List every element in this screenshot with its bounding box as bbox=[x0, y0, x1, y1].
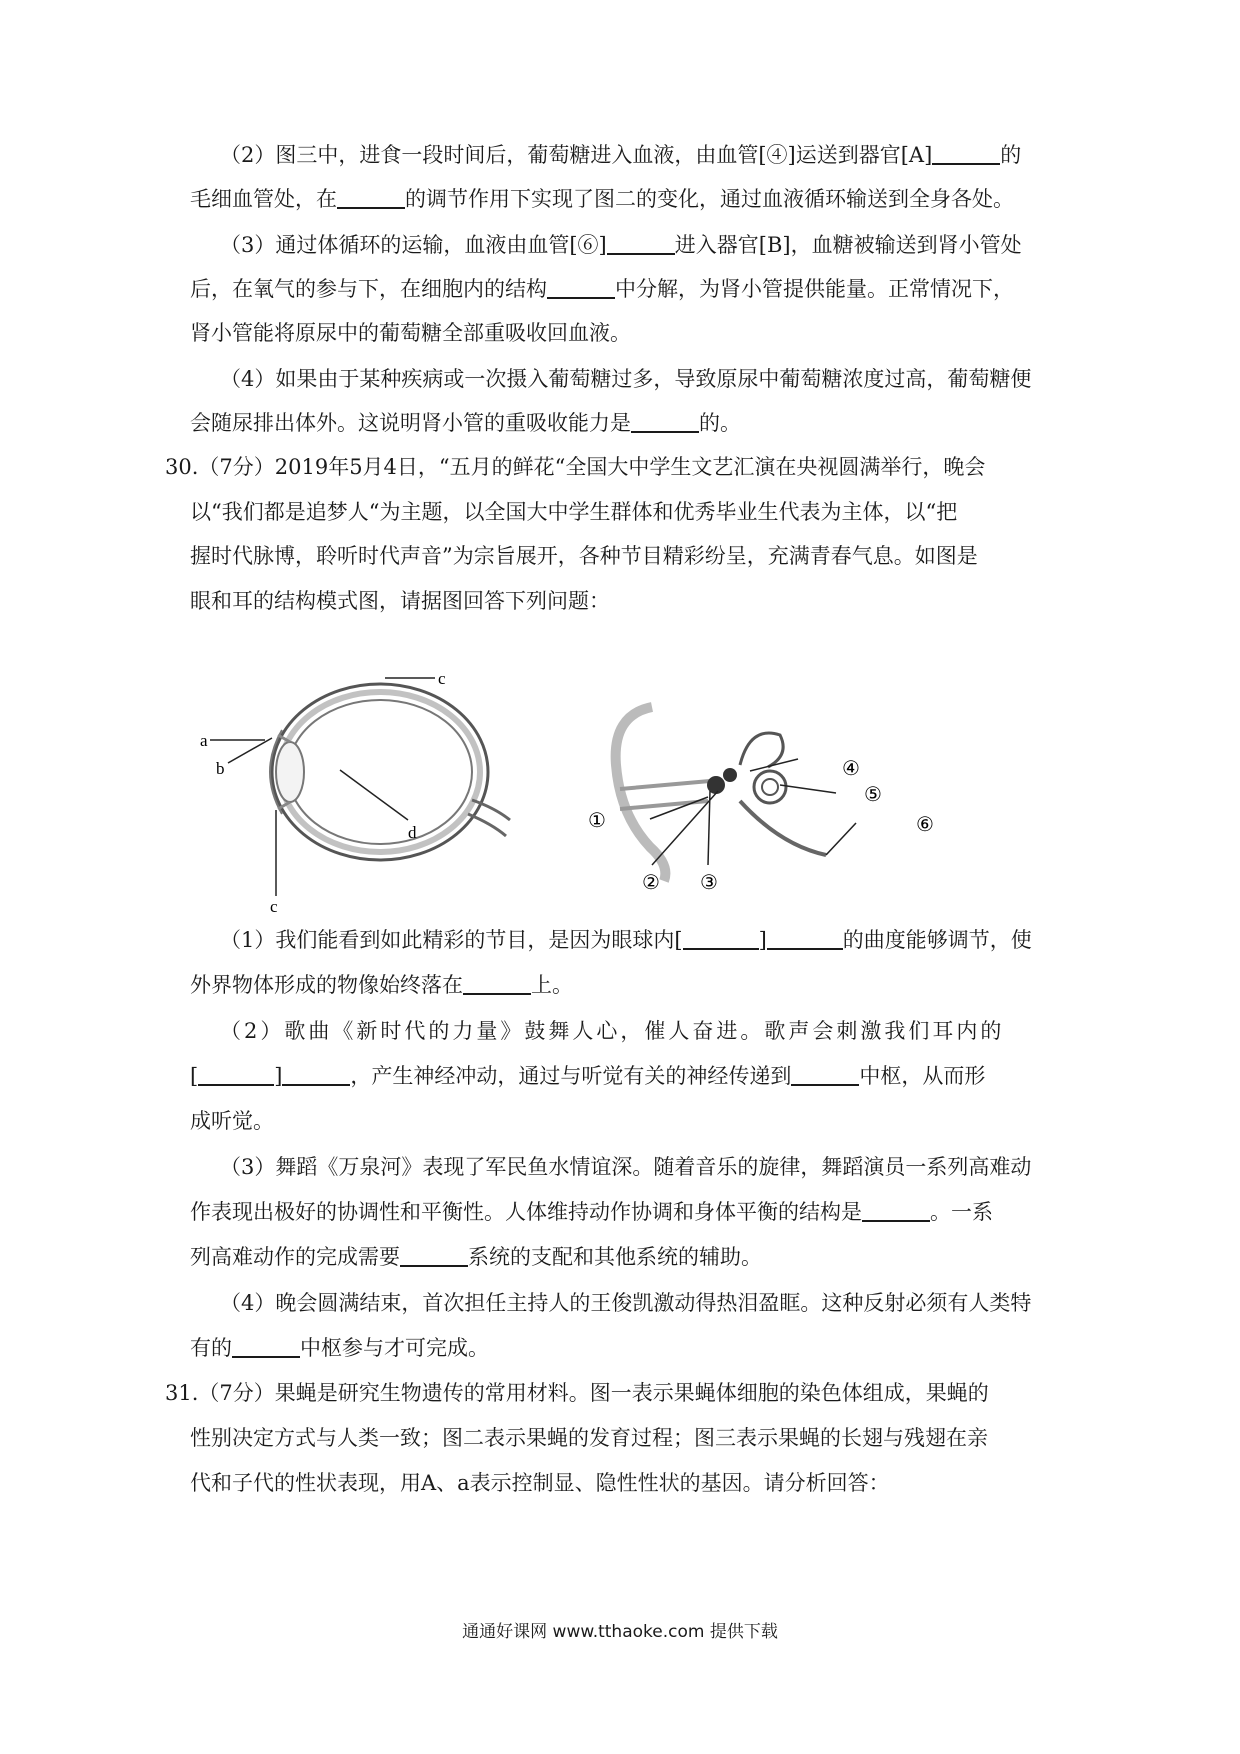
answer-blank[interactable] bbox=[282, 1064, 350, 1086]
q31-intro-line2: 性别决定方式与人类一致；图二表示果蝇的发育过程；图三表示果蝇的长翅与残翅在亲 bbox=[190, 1426, 988, 1450]
q30-p3-line2: 作表现出极好的协调性和平衡性。人体维持动作协调和身体平衡的结构是 。一系 bbox=[190, 1200, 993, 1224]
q30-p2-line1: （2）歌曲《新时代的力量》鼓舞人心，催人奋进。歌声会刺激我们耳内的 bbox=[220, 1019, 1005, 1043]
leader-6 bbox=[826, 823, 856, 855]
answer-blank[interactable] bbox=[198, 1064, 274, 1086]
eye-diagram bbox=[200, 669, 510, 916]
q29-p3-line1: （3）通过体循环的运输，血液由血管[⑥] 进入器官[B]，血糖被输送到肾小管处 bbox=[220, 233, 1022, 257]
answer-blank[interactable] bbox=[862, 1200, 930, 1222]
q30-intro-line4: 眼和耳的结构模式图，请据图回答下列问题： bbox=[190, 589, 610, 613]
answer-blank[interactable] bbox=[791, 1064, 859, 1086]
eye-label-d: d bbox=[408, 823, 417, 842]
answer-blank[interactable] bbox=[631, 411, 699, 433]
answer-blank[interactable] bbox=[400, 1245, 468, 1267]
ear-label-5: ⑤ bbox=[864, 784, 882, 806]
answer-blank[interactable] bbox=[547, 277, 615, 299]
answer-blank[interactable] bbox=[232, 1336, 300, 1358]
q29-p3-line2: 后，在氧气的参与下，在细胞内的结构 中分解，为肾小管提供能量。正常情况下， bbox=[190, 277, 1014, 301]
lens-shape bbox=[276, 742, 304, 802]
q30-p1-line1: （1）我们能看到如此精彩的节目，是因为眼球内[ ] 的曲度能够调节，使 bbox=[220, 928, 1032, 952]
q30-p1-line2: 外界物体形成的物像始终落在 上。 bbox=[190, 973, 573, 997]
q30-p4-line1: （4）晚会圆满结束，首次担任主持人的王俊凯激动得热泪盈眶。这种反射必须有人类特 bbox=[220, 1291, 1032, 1315]
eye-label-a: a bbox=[200, 731, 208, 750]
q30-p2-line3: 成听觉。 bbox=[190, 1109, 274, 1133]
q30-p2-line2: [ ] ，产生神经冲动，通过与听觉有关的神经传递到 中枢，从而形 bbox=[190, 1064, 986, 1088]
q30-p3-line3: 列高难动作的完成需要 系统的支配和其他系统的辅助。 bbox=[190, 1245, 762, 1269]
eye-label-c-bottom: c bbox=[270, 897, 278, 916]
cochlea-shape bbox=[754, 771, 786, 803]
answer-blank[interactable] bbox=[767, 928, 843, 950]
leader-b bbox=[228, 738, 272, 763]
q30-p3-line1: （3）舞蹈《万泉河》表现了军民鱼水情谊深。随着音乐的旋律，舞蹈演员一系列高难动 bbox=[220, 1155, 1032, 1179]
answer-blank[interactable] bbox=[337, 187, 405, 209]
q30-intro-line1: 30.（7分）2019年5月4日，“五月的鲜花“全国大中学生文艺汇演在央视圆满举行，晚会 bbox=[165, 455, 986, 479]
answer-blank[interactable] bbox=[932, 143, 1000, 165]
pinna-shape bbox=[616, 707, 666, 881]
answer-blank[interactable] bbox=[683, 928, 759, 950]
leader-5 bbox=[780, 785, 836, 793]
q30-p4-line2: 有的 中枢参与才可完成。 bbox=[190, 1336, 489, 1360]
ear-label-1: ① bbox=[588, 810, 606, 832]
q29-p2-line2: 毛细血管处，在 的调节作用下实现了图二的变化，通过血液循环输送到全身各处。 bbox=[190, 187, 1014, 211]
retina-shape bbox=[288, 700, 472, 844]
page-footer: 通通好课网 www.tthaoke.com 提供下载 bbox=[462, 1622, 778, 1642]
ossicle-shape bbox=[723, 768, 737, 782]
ear-label-4: ④ bbox=[842, 758, 860, 780]
q30-intro-line2: 以“我们都是追梦人“为主题，以全国大中学生群体和优秀毕业生代表为主体，以“把 bbox=[190, 500, 958, 524]
q31-intro-line3: 代和子代的性状表现，用A、a表示控制显、隐性性状的基因。请分析回答： bbox=[190, 1471, 890, 1495]
q29-p4-line1: （4）如果由于某种疾病或一次摄入葡萄糖过多，导致原尿中葡萄糖浓度过高，葡萄糖便 bbox=[220, 367, 1032, 391]
leader-1 bbox=[650, 797, 708, 819]
q31-intro-line1: 31.（7分）果蝇是研究生物遗传的常用材料。图一表示果蝇体细胞的染色体组成，果蝇的 bbox=[165, 1381, 989, 1405]
cochlea-inner bbox=[762, 779, 778, 795]
leader-4 bbox=[750, 759, 798, 771]
eye-label-b: b bbox=[216, 759, 225, 778]
q29-p2-line1: （2）图三中，进食一段时间后，葡萄糖进入血液，由血管[④]运送到器官[A] 的 bbox=[220, 143, 1022, 167]
q30-intro-line3: 握时代脉博，聆听时代声音”为宗旨展开，各种节目精彩纷呈，充满青春气息。如图是 bbox=[190, 544, 978, 568]
ear-label-6: ⑥ bbox=[916, 814, 934, 836]
semicircular-canals bbox=[740, 733, 783, 767]
leader-d bbox=[340, 770, 408, 820]
eustachian-tube bbox=[740, 801, 826, 855]
eye-label-c-top: c bbox=[438, 669, 446, 688]
ear-canal bbox=[620, 781, 710, 809]
choroid-shape bbox=[280, 692, 480, 852]
ear-label-3: ③ bbox=[700, 872, 718, 894]
ear-diagram bbox=[590, 705, 950, 905]
q29-p4-line2: 会随尿排出体外。这说明肾小管的重吸收能力是 的。 bbox=[190, 411, 741, 435]
ear-label-2: ② bbox=[642, 872, 660, 894]
answer-blank[interactable] bbox=[607, 233, 675, 255]
answer-blank[interactable] bbox=[463, 973, 531, 995]
q29-p3-line3: 肾小管能将原尿中的葡萄糖全部重吸收回血液。 bbox=[190, 321, 631, 345]
